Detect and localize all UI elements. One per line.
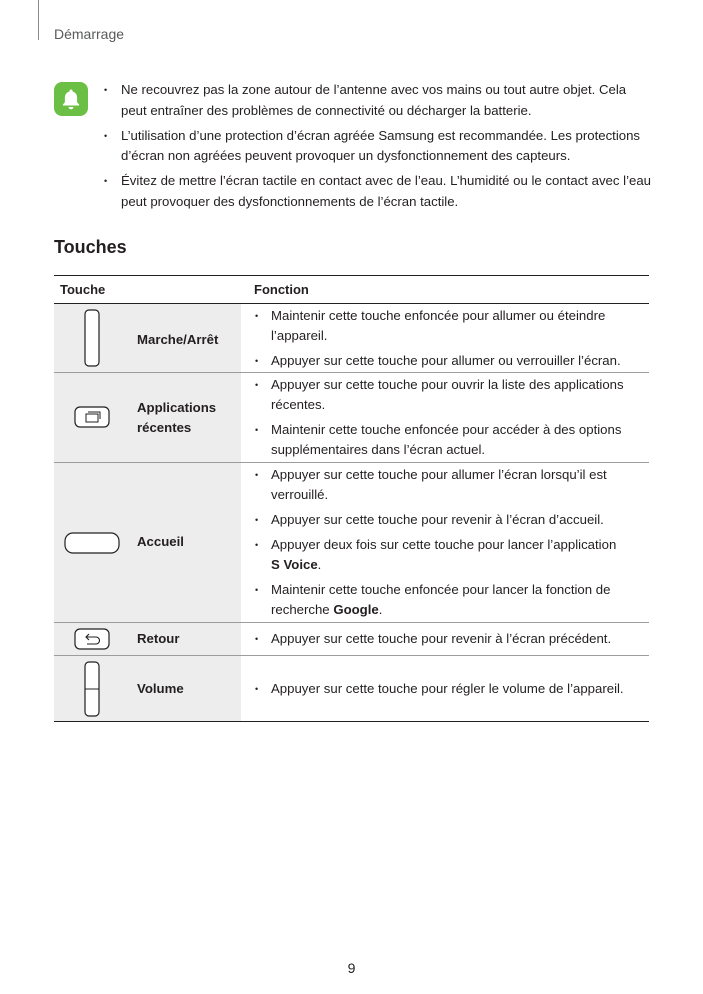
table-row [54,623,649,656]
table-header [54,275,649,304]
function-item: • Appuyer sur cette touche pour revenir à l’écran d’accueil. [255,510,647,530]
back-key-icon [74,628,110,650]
header-key: Touche [60,282,106,297]
key-cell [54,623,241,655]
function-list [255,306,647,376]
key-cell [54,656,241,721]
function-list [255,375,647,465]
corner-rule [38,0,39,40]
function-item: • Maintenir cette touche enfoncée pour accéder à des options supplémentaires dans l’écran actuel. [255,420,647,460]
key-cell [54,304,241,372]
function-item: • Maintenir cette touche enfoncée pour allumer ou éteindre l’appareil. [255,306,647,346]
table-row [54,304,649,373]
function-text: Maintenir cette touche enfoncée pour lancer la fonction de recherche [271,582,611,617]
function-item: • Appuyer sur cette touche pour ouvrir la liste des applications récentes. [255,375,647,415]
key-name: Accueil [137,534,184,549]
running-header: Démarrage [54,26,125,42]
key-name: Retour [137,631,180,646]
function-item: • Appuyer sur cette touche pour allumer ou verrouiller l’écran. [255,351,647,371]
table-row [54,373,649,463]
page-number: 9 [347,960,356,976]
keys-table [54,275,649,722]
function-item [255,535,647,575]
section-title: Touches [54,237,127,257]
home-key-icon [64,532,120,554]
function-item [255,580,647,620]
table-row [54,463,649,623]
function-punctuation: . [317,557,322,572]
s-voice-app-name: S Voice [271,557,318,572]
function-list [255,465,647,625]
header-function: Fonction [254,282,309,297]
function-list [255,629,647,654]
function-item: • Appuyer sur cette touche pour allumer l’écran lorsqu’il est verrouillé. [255,465,647,505]
key-name: Marche/Arrêt [137,332,219,347]
table-row [54,656,649,722]
function-item: • Appuyer sur cette touche pour régler le volume de l’appareil. [255,679,647,699]
caution-notes [104,80,654,217]
key-cell [54,463,241,622]
google-app-name: Google [333,602,379,617]
key-name: Applications récentes [137,400,217,435]
function-list [255,679,647,704]
volume-key-icon [84,661,100,717]
function-text: Appuyer deux fois sur cette touche pour lancer l’application [271,537,617,552]
bell-caution-icon [54,82,88,116]
recent-apps-key-icon [74,406,110,428]
function-item: • Appuyer sur cette touche pour revenir à l’écran précédent. [255,629,647,649]
function-punctuation: . [378,602,383,617]
caution-note: • L’utilisation d’une protection d’écran agréée Samsung est recommandée. Les protections d’écran non agréées peuvent provoquer un dysfonctionnement des capteurs. [104,126,654,167]
key-cell [54,373,241,462]
caution-note: • Évitez de mettre l’écran tactile en contact avec de l’eau. L’humidité ou le contact avec l’eau peut provoquer des dysfonctionnements de l’écran tactile. [104,171,654,212]
power-key-icon [84,309,100,367]
caution-note: • Ne recouvrez pas la zone autour de l’antenne avec vos mains ou tout autre objet. Cela peut entraîner des problèmes de connectivité ou décharger la batterie. [104,80,654,121]
key-name: Volume [137,681,184,696]
